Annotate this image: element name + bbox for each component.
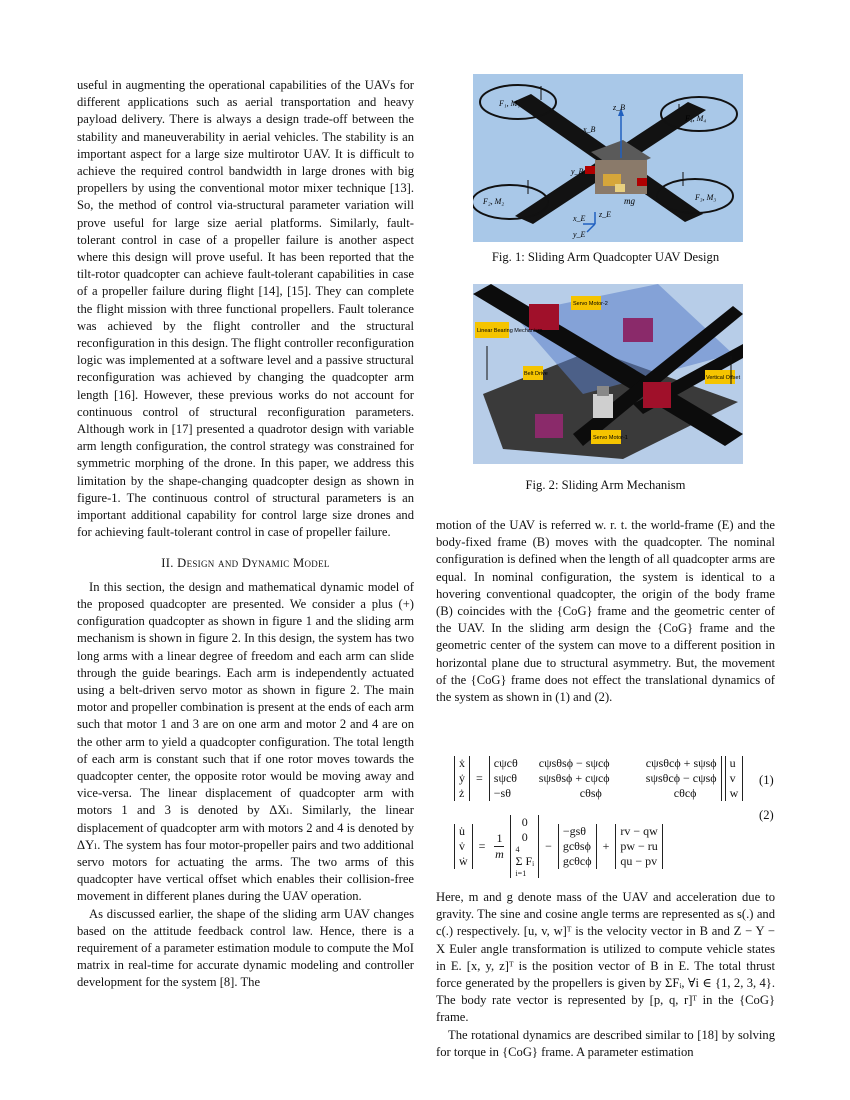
eq1-lhs-vector bbox=[454, 756, 470, 801]
eq2-sum-bottom: i=1 bbox=[515, 869, 527, 878]
eq2-thrust-0: 0 bbox=[521, 815, 528, 829]
equation-2: u̇ v̇ ẇ = $\frac{1}{m}$ 0 0 4 Σ Fᵢ i=1 − −gsθ gcθsϕ gcθcϕ + rv − qw pw − ru qu − pv bbox=[454, 815, 663, 878]
eq1-r22: cθcϕ bbox=[673, 786, 697, 800]
eq1-r11: sψsθsϕ + cψcϕ bbox=[538, 771, 610, 785]
f3-label: F₃, M₃ bbox=[695, 193, 717, 202]
eq1-vec-0: u bbox=[729, 756, 736, 770]
eq1-r20: −sθ bbox=[493, 786, 511, 800]
belt-drive-label: Belt Drive bbox=[524, 371, 548, 377]
linear-bearing-label: Linear Bearing Mechanism bbox=[477, 328, 543, 334]
figure-1-quadcopter-diagram bbox=[473, 74, 743, 242]
equation-2-number: (2) bbox=[759, 808, 774, 822]
left-paragraph-2: In this section, the design and mathematical dynamic model of the proposed quadcopter are presented. We consider a plus (+) configuration quadcopter as shown in figure 1 and the sliding arm mechanism is shown in figure 2. In this design, the system has two long arms with a linear degree of freedom and each arm can slide through the guide bearings. Each arm is independently actuated using a belt-driven servo motor as shown in figure 2. The main motor and propeller combination is present at the ends of each arm such that motor 1 and 3 are on one arm and motor 2 and 4 are on the other arm to yield a quadcopter configuration. The total length of each arm is constant such that if one rotor moves towards the quadcopter center, the opposite rotor would be moving away and vice-versa. The linear displacement of quadcopter arm with motors 1 and 3 is denoted by ΔXₗ. Similarly, the linear displacement of quadcopter arm with motors 2 and 4 is denoted by ΔYₗ. The system has four motor-propeller pairs and two additional servo motors for actuating the arms. The two arms of this quadcopter have vertical offset which enables their collision-free movement in different planes during the UAV operation. bbox=[77, 579, 414, 904]
right-column-continued bbox=[436, 889, 775, 1061]
eq1-rotation-matrix bbox=[489, 756, 722, 801]
servo-motor-2-label: Servo Motor-2 bbox=[573, 301, 608, 307]
servo-motor-1-label: Servo Motor-1 bbox=[593, 435, 628, 441]
section-number: II. bbox=[161, 556, 174, 571]
section-heading bbox=[77, 555, 414, 572]
eq2-thrust-vector bbox=[510, 815, 539, 878]
vertical-offset-label: Vertical Offset bbox=[706, 375, 741, 381]
f1-label: F₁, M₁ bbox=[499, 99, 521, 108]
eq2-lhs-vector bbox=[454, 824, 473, 869]
eq2-cor-2: qu − pv bbox=[620, 854, 658, 868]
eq2-lhs-1: v̇ bbox=[459, 839, 465, 853]
left-paragraph-1: useful in augmenting the operational capabilities of the UAVs for different applications such as aerial transportation and heavy payload delivery. There is always a design trade-off between the stability and maneuverability in aerial vehicles. The stability is an important aspect for a large size multirotor UAV. It is difficult to achieve the required control bandwidth in large drones with big propellers by using the conventional motor mixer technique [13]. So, the method of control via-structural parameter variation will prove useful for large size aerial platforms. Similarly, fault-tolerant control in case of a propeller failure is another aspect where this design will prove useful. It has been reported that the tilt-rotor quadcopter can achieve fault-tolerant capabilities in case of a propeller failure during flight [14], [15]. They can complete the flight mission with three functional propellers. Fault tolerance was achieved by the flight controller and the structural reconfiguration in this design. The flight controller reconfiguration logic was implemented at a software level and a passive structural reconfiguration was achieved by changing the quadcopter arm length [16]. However, these previous works do not account for continuous control of structural reconfiguration parameters. Although work in [17] presented a quadrotor design with variable arm length configuration, the control strategy was constrained for symmetric morphing of the drone. In this paper, we address this limitation by the shape-changing quadcopter design as shown in figure-1. The continuous control of structural parameters is an important additional capability for control large size drones and for achieving fault-tolerant control in case of propeller failure. bbox=[77, 78, 414, 540]
eq1-lhs-0: ẋ bbox=[459, 756, 465, 770]
eq2-sum-top: 4 bbox=[515, 845, 520, 854]
eq2-cor-1: pw − ru bbox=[620, 839, 658, 853]
right-paragraph-3: The rotational dynamics are described similar to [18] by solving for torque in {CoG} frame. A parameter estimation bbox=[436, 1027, 775, 1059]
figure-1-caption: Fig. 1: Sliding Arm Quadcopter UAV Design bbox=[491, 250, 720, 264]
f4-label: F₄, M₄ bbox=[685, 114, 707, 123]
figure-2-caption: Fig. 2: Sliding Arm Mechanism bbox=[525, 478, 686, 492]
equation-1-number: (1) bbox=[759, 773, 774, 787]
eq2-lhs-2: ẇ bbox=[459, 854, 468, 868]
eq1-vec-2: w bbox=[729, 786, 739, 800]
eq2-grav-1: gcθsϕ bbox=[562, 839, 591, 853]
left-column bbox=[77, 77, 414, 992]
eq2-gravity-vector bbox=[558, 824, 597, 869]
eq2-thrust-2: Σ Fᵢ bbox=[515, 854, 535, 868]
eq1-lhs-1: ẏ bbox=[459, 771, 465, 785]
eq2-grav-0: −gsθ bbox=[562, 824, 587, 838]
eq2-frac-den: m bbox=[495, 847, 504, 861]
right-paragraph-1: motion of the UAV is referred w. r. t. the world-frame (E) and the body-fixed frame (B) moves with the quadcopter. The nominal configuration is defined when the length of all quadcopter arms are equal. In nominal configuration, the system is identical to a hovering conventional quadcopter, the origin of the body frame (B) coincides with the {CoG} frame and the geometric center of the UAV. In the sliding arm design the {CoG} frame and the geometric center of the system can move to a different position in horizontal plane due to structural asymmetry. But, the movement of the {CoG} frame does not effect the translational dynamics of the system as shown in (1) and (2). bbox=[436, 518, 775, 705]
eq1-r02: cψsθcϕ + sψsϕ bbox=[645, 756, 717, 770]
eq1-vec-1: v bbox=[729, 771, 736, 785]
equation-1: ẋ ẏ ż = cψcθ cψsθsϕ − sψcϕ cψsθcϕ + sψsϕ sψcθ sψsθsϕ + cψcϕ sψsθcϕ − cψsϕ −sθ cθsϕ cθcϕ u v w bbox=[454, 756, 743, 801]
eq1-r12: sψsθcϕ − cψsϕ bbox=[645, 771, 717, 785]
mg-label: mg bbox=[624, 196, 635, 206]
eq1-velocity-vector bbox=[725, 756, 744, 801]
left-paragraph-3: As discussed earlier, the shape of the sliding arm UAV changes based on the attitude feedback control law. Hence, there is a requirement of a parameter estimation module to compute the MoI matrix in real-time for accurate dynamic modeling and controller development for the system [8]. The bbox=[77, 906, 414, 990]
eq2-cor-0: rv − qw bbox=[620, 824, 658, 838]
eq1-r10: sψcθ bbox=[493, 771, 518, 785]
xb-label: x_B bbox=[583, 125, 596, 134]
section-title: Design and Dynamic Model bbox=[177, 556, 330, 571]
ze-label: z_E bbox=[599, 210, 611, 219]
eq2-thrust-1: 0 bbox=[521, 830, 528, 844]
right-paragraph-2: Here, m and g denote mass of the UAV and acceleration due to gravity. The sine and cosine angle terms are represented as s(.) and c(.) respectively. [u, v, w]ᵀ is the velocity vector in B and Z − Y − X Euler angle transformation is utilized to compute vehicle states in E. [x, y, z]ᵀ is the position vector of B in E. The total thrust force generated by the propellers is given by ΣFᵢ, ∀i ∈ {1, 2, 3, 4}. The body rate vector is represented by [p, q, r]ᵀ in the {CoG} frame. bbox=[436, 890, 775, 1025]
zb-label: z_B bbox=[613, 103, 625, 112]
right-column bbox=[436, 517, 775, 706]
eq2-fraction bbox=[494, 831, 504, 862]
eq2-grav-2: gcθcϕ bbox=[562, 854, 592, 868]
figure-2-mechanism-diagram bbox=[473, 284, 743, 464]
eq1-lhs-2: ż bbox=[459, 786, 465, 800]
eq1-r21: cθsϕ bbox=[579, 786, 602, 800]
eq1-r01: cψsθsϕ − sψcϕ bbox=[538, 756, 610, 770]
eq2-coriolis-vector bbox=[615, 824, 662, 869]
eq2-frac-num: 1 bbox=[496, 831, 503, 845]
f2-label: F₂, M₂ bbox=[483, 197, 505, 206]
xe-label: x_E bbox=[573, 214, 586, 223]
eq1-r00: cψcθ bbox=[493, 756, 518, 770]
ye-label: y_E bbox=[573, 230, 586, 239]
eq2-lhs-0: u̇ bbox=[459, 824, 465, 838]
yb-label: y_B bbox=[571, 167, 584, 176]
